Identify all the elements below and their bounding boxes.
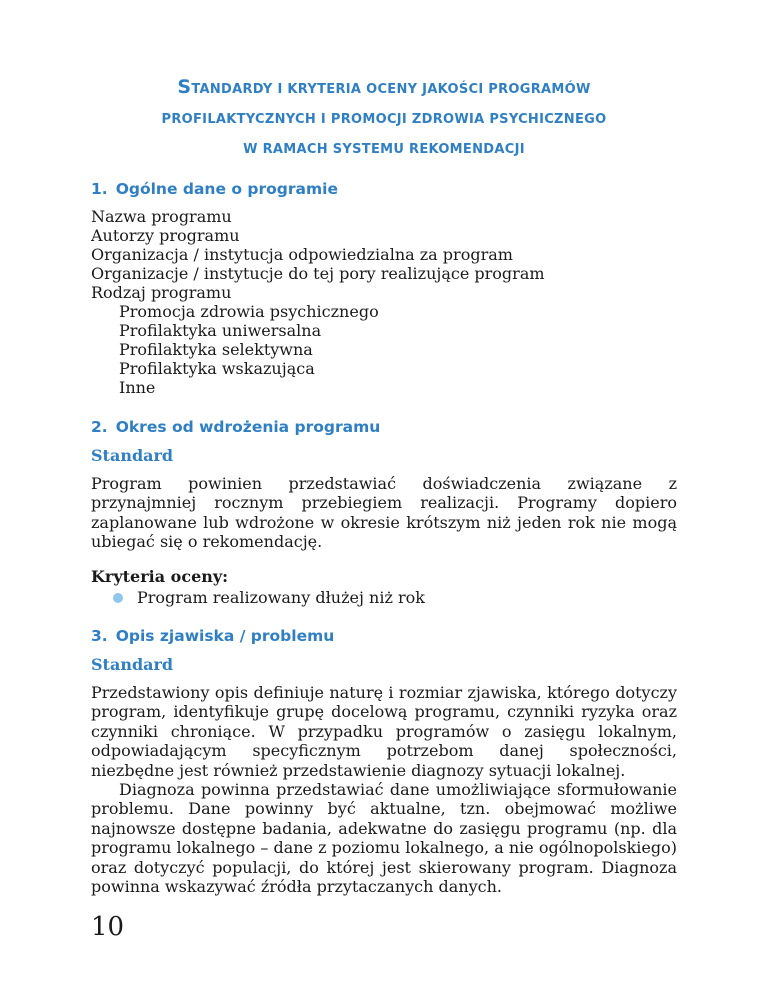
list-subitem: Profilaktyka wskazująca	[119, 359, 315, 378]
list-subitem: Inne	[119, 378, 156, 397]
section-2-title: Okres od wdrożenia programu	[115, 418, 381, 436]
section-1-title: Ogólne dane o programie	[115, 180, 338, 198]
bullet-icon	[113, 593, 123, 603]
section-3-paragraph-1: Przedstawiony opis definiuje naturę i rozmiar zjawiska, którego dotyczy program, identyfikuje grupę docelową programu, czynniki ryzyka oraz czynniki chroniące. W przypadku programów o zasięgu lokalnym, odpowiadającym specyficznym potrzebom danej społeczności, niezbędne jest również przedstawienie diagnozy sytuacji lokalnej.	[91, 683, 677, 780]
list-subitem: Promocja zdrowia psychicznego	[119, 302, 379, 321]
section-2-number: 2.	[91, 418, 108, 436]
section-1-heading	[91, 180, 338, 198]
document-title	[91, 72, 677, 165]
title-line-3: W RAMACH SYSTEMU REKOMENDACJI	[243, 142, 525, 157]
list-item: Organizacje / instytucje do tej pory realizujące program	[91, 264, 545, 283]
criteria-item	[113, 588, 425, 607]
criteria-item-text: Program realizowany dłużej niż rok	[137, 588, 425, 607]
list-item: Organizacja / instytucja odpowiedzialna za program	[91, 245, 513, 264]
section-3-paragraph-2: Diagnoza powinna przedstawiać dane umożliwiające sformułowanie problemu. Dane powinny być aktualne, tzn. obejmować możliwe najnowsze dostępne badania, adekwatne do zasięgu programu (np. dla programu lokalnego – dane z poziomu lokalnego, a nie ogólnopolskiego) oraz dotyczyć populacji, do której jest skierowany program. Diagnoza powinna wskazywać źródła przytaczanych danych.	[91, 780, 677, 897]
list-subitem: Profilaktyka selektywna	[119, 340, 313, 359]
section-2-criteria-label: Kryteria oceny:	[91, 567, 229, 586]
page-number: 10	[91, 912, 125, 942]
section-3-title: Opis zjawiska / problemu	[115, 627, 335, 645]
list-item: Nazwa programu	[91, 207, 232, 226]
section-2-heading	[91, 418, 380, 436]
section-1-number: 1.	[91, 180, 108, 198]
section-2-standard-label: Standard	[91, 446, 174, 465]
section-3-heading	[91, 627, 334, 645]
section-2-paragraph: Program powinien przedstawiać doświadczenia związane z przynajmniej rocznym przebiegiem realizacji. Programy dopiero zaplanowane lub wdrożone w okresie krótszym niż jeden rok nie mogą ubiegać się o rekomendację.	[91, 474, 677, 552]
section-1-list	[91, 207, 545, 397]
list-subitem: Profilaktyka uniwersalna	[119, 321, 322, 340]
section-3-standard-label: Standard	[91, 655, 174, 674]
title-line-1: STANDARDY I KRYTERIA OCENY JAKOŚCI PROGRAMÓW	[177, 76, 591, 98]
list-item: Autorzy programu	[91, 226, 240, 245]
section-3-number: 3.	[91, 627, 108, 645]
list-item: Rodzaj programu	[91, 283, 232, 302]
title-line-2: PROFILAKTYCZNYCH I PROMOCJI ZDROWIA PSYCHICZNEGO	[161, 112, 607, 127]
